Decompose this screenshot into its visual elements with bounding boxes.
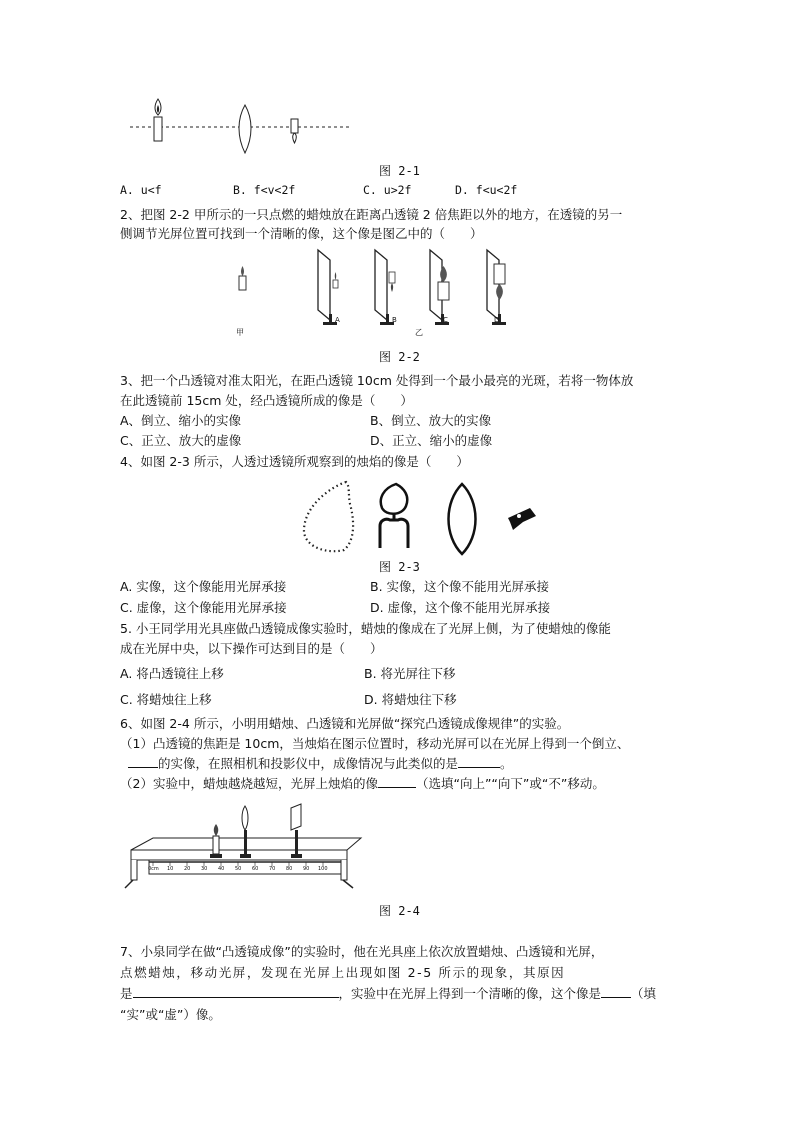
q4-option-d[interactable]: D. 虚像，这个像不能用光屏承接: [370, 600, 551, 615]
figure-2-4-caption: 图 2-4: [379, 904, 420, 918]
q7-line3-end: （填: [631, 986, 657, 1001]
ruler-tick-20: 20: [184, 866, 191, 872]
figure-2-2-label-a: A: [335, 316, 340, 324]
figure-2-1: [120, 95, 360, 160]
q4-option-c[interactable]: C. 虚像，这个像能用光屏承接: [120, 600, 287, 615]
q5-option-d[interactable]: D. 将蜡烛往下移: [364, 692, 457, 707]
ruler-tick-10: 10: [167, 866, 174, 872]
q7-blank-2[interactable]: [601, 985, 631, 998]
q6-part2-line: [120, 774, 605, 792]
q7-text-line1: 7、小泉同学在做“凸透镜成像”的实验时，他在光具座上依次放置蜡烛、凸透镜和光屏，: [120, 944, 604, 959]
q6-part2-end: （选填“向上”“向下”或“不”移动。: [415, 776, 605, 791]
q3-text-line1: 3、把一个凸透镜对准太阳光，在距凸透镜 10cm 处得到一个最小最亮的光斑，若将一物体放: [120, 373, 634, 388]
q4-text-line1: 4、如图 2-3 所示，人透过透镜所观察到的烛焰的像是（ ）: [120, 454, 469, 469]
q1-option-d[interactable]: D. f<u<2f: [455, 183, 518, 197]
q5-text-line2: 成在光屏中央，以下操作可达到目的是（ ）: [120, 641, 383, 656]
ruler-tick-70: 70: [269, 866, 276, 872]
ruler-tick-60: 60: [252, 866, 259, 872]
q2-text-line1: 2、把图 2-2 甲所示的一只点燃的蜡烛放在距离凸透镜 2 倍焦距以外的地方，在透镜的另一: [120, 207, 623, 222]
q1-option-a[interactable]: A. u<f: [120, 183, 162, 197]
q3-text-line2: 在此透镜前 15cm 处，经凸透镜所成的像是（ ）: [120, 393, 413, 408]
ruler-tick-30: 30: [201, 866, 208, 872]
q5-option-a[interactable]: A. 将凸透镜往上移: [120, 666, 224, 681]
q3-option-c[interactable]: C、正立、放大的虚像: [120, 433, 242, 448]
q6-part1-end: 。: [500, 756, 513, 771]
figure-2-2-label-d: D: [494, 316, 500, 324]
q7-text-line2: 点燃蜡烛，移动光屏，发现在光屏上出现如图 2-5 所示的现象，其原因: [120, 965, 566, 980]
figure-2-2: [230, 244, 530, 344]
q6-part2-text: （2）实验中，蜡烛越烧越短，光屏上烛焰的像: [120, 776, 378, 791]
q3-option-d[interactable]: D、正立、缩小的虚像: [370, 433, 493, 448]
q4-option-a[interactable]: A. 实像，这个像能用光屏承接: [120, 579, 287, 594]
ruler-tick-40: 40: [218, 866, 225, 872]
figure-2-3-caption: 图 2-3: [379, 560, 420, 574]
q1-option-c[interactable]: C. u>2f: [363, 183, 412, 197]
q7-text-line3: [120, 984, 656, 1002]
q1-option-b[interactable]: B. f<v<2f: [233, 183, 296, 197]
q5-text-line1: 5. 小王同学用光具座做凸透镜成像实验时，蜡烛的像成在了光屏上侧，为了使蜡烛的像能: [120, 621, 611, 636]
q3-option-b[interactable]: B、倒立、放大的实像: [370, 413, 492, 428]
q4-option-b[interactable]: B. 实像，这个像不能用光屏承接: [370, 579, 550, 594]
q6-text-line1: 6、如图 2-4 所示，小明用蜡烛、凸透镜和光屏做“探究凸透镜成像规律”的实验。: [120, 716, 570, 731]
figure-2-2-label-yi: 乙: [415, 328, 423, 337]
figure-2-1-caption: 图 2-1: [379, 164, 420, 178]
figure-2-2-caption: 图 2-2: [379, 350, 420, 364]
ruler-tick-0: 0cm: [148, 866, 159, 872]
q2-text-line2: 侧调节光屏位置可找到一个清晰的像，这个像是图乙中的（ ）: [120, 226, 483, 241]
ruler-tick-100: 100: [318, 866, 328, 872]
figure-2-3: [298, 478, 548, 558]
q7-text-line4: “实”或“虚”）像。: [120, 1007, 221, 1022]
q6-part1-line2: [128, 754, 513, 772]
figure-2-2-label-b: B: [392, 316, 397, 324]
q3-option-a[interactable]: A、倒立、缩小的实像: [120, 413, 242, 428]
q6-blank-3[interactable]: [378, 775, 416, 788]
q6-part1-text: 的实像，在照相机和投影仪中，成像情况与此类似的是: [158, 756, 459, 771]
ruler-tick-50: 50: [235, 866, 242, 872]
ruler-tick-80: 80: [286, 866, 293, 872]
q5-option-c[interactable]: C. 将蜡烛往上移: [120, 692, 212, 707]
ruler-tick-90: 90: [303, 866, 310, 872]
figure-2-2-label-jia: 甲: [236, 328, 244, 337]
q6-blank-2[interactable]: [458, 755, 500, 768]
q6-blank-1[interactable]: [128, 755, 158, 768]
figure-2-4: [125, 802, 365, 894]
q5-option-b[interactable]: B. 将光屏往下移: [364, 666, 456, 681]
figure-2-2-label-c: C: [443, 316, 448, 324]
q6-part1-line1: （1）凸透镜的焦距是 10cm，当烛焰在图示位置时，移动光屏可以在光屏上得到一个倒立、: [120, 736, 630, 751]
q7-line3-start: 是: [120, 986, 133, 1001]
q7-blank-1[interactable]: [133, 985, 339, 998]
q7-line3-mid: ，实验中在光屏上得到一个清晰的像，这个像是: [338, 986, 602, 1001]
